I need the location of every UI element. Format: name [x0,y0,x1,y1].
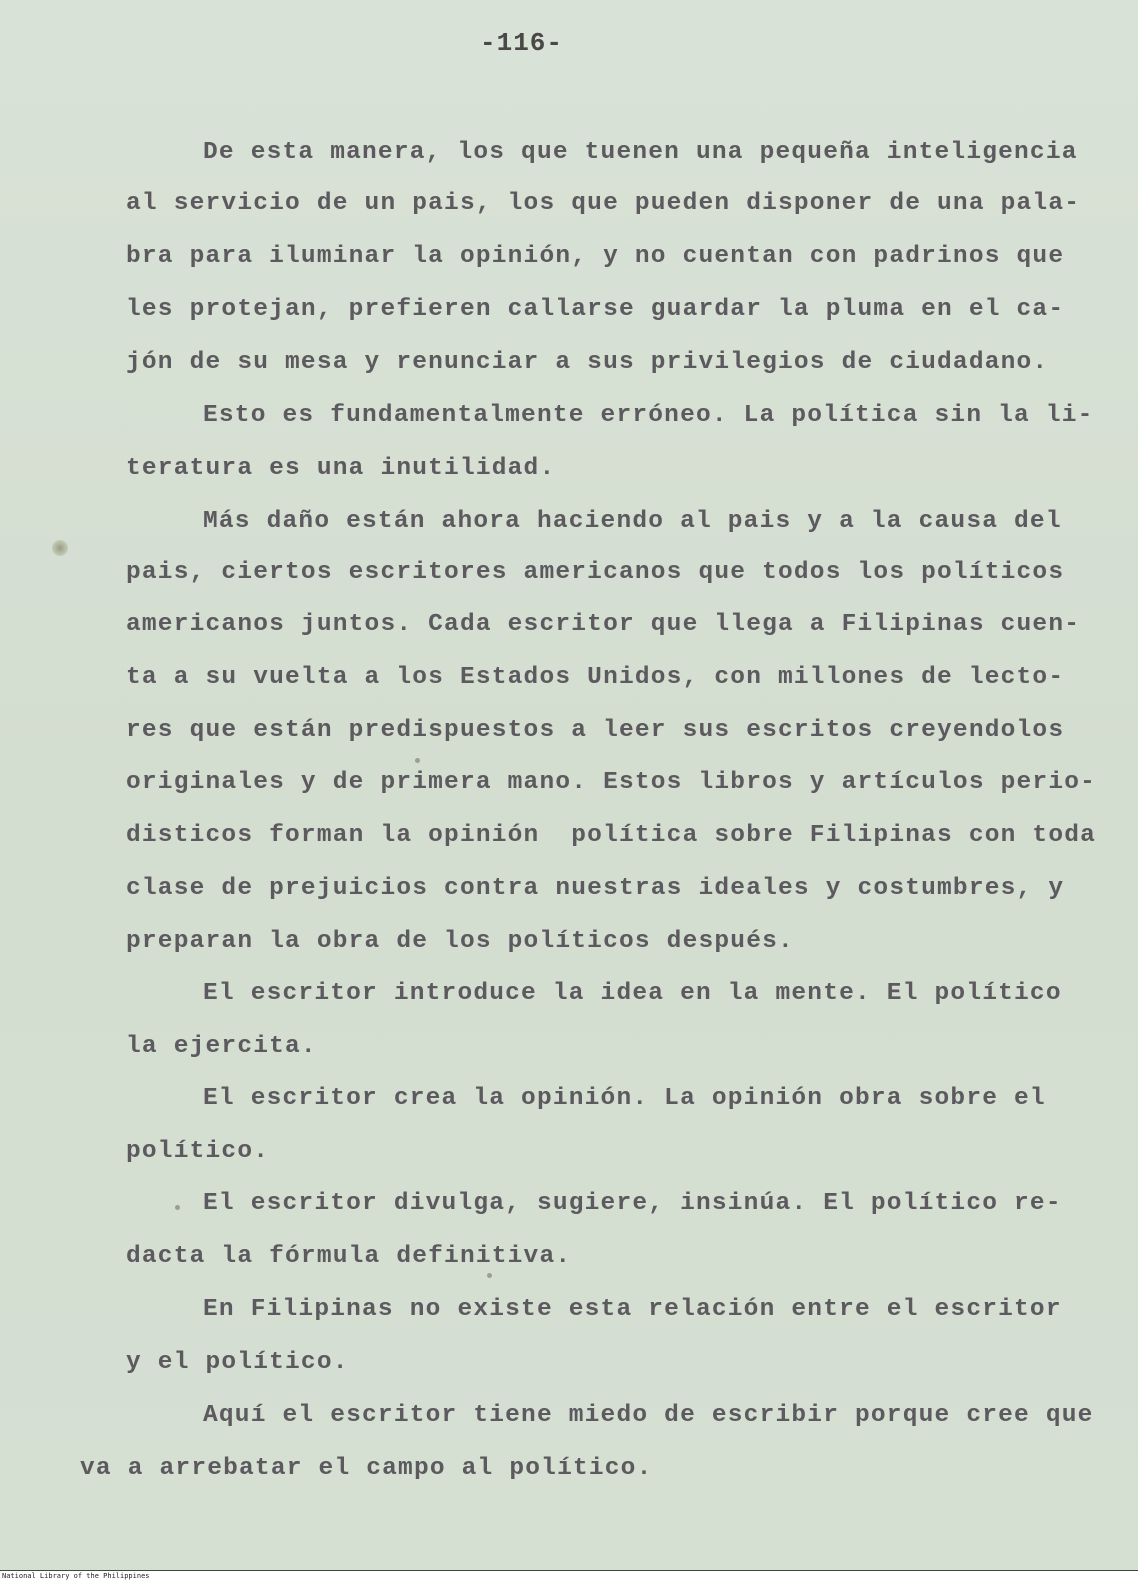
text-line: teratura es una inutilidad. [126,455,556,482]
text-line: preparan la obra de los políticos después. [126,928,794,955]
text-line: la ejercita. [126,1033,317,1060]
text-line: El escritor introduce la idea en la mente. El político [203,980,1062,1007]
text-line: En Filipinas no existe esta relación entre el escritor [203,1296,1062,1323]
text-line: americanos juntos. Cada escritor que llega a Filipinas cuen- [126,611,1081,638]
text-line: les protejan, prefieren callarse guardar la pluma en el ca- [126,296,1065,323]
footer-credit: National Library of the Philippines [2,1572,150,1580]
paper-speck [175,1205,180,1210]
text-line: De esta manera, los que tuenen una pequeña inteligencia [203,139,1078,166]
text-line: disticos forman la opinión política sobre Filipinas con toda [126,822,1097,849]
text-line: jón de su mesa y renunciar a sus privilegios de ciudadano. [126,349,1049,376]
text-line: va a arrebatar el campo al político. [80,1455,653,1482]
text-line: al servicio de un pais, los que pueden disponer de una pala- [126,190,1081,217]
text-line: bra para iluminar la opinión, y no cuentan con padrinos que [126,243,1065,270]
paper-speck [415,758,420,763]
paper-stain [52,540,68,556]
text-line: pais, ciertos escritores americanos que todos los políticos [126,559,1065,586]
text-line: Más daño están ahora haciendo al pais y a la causa del [203,508,1062,535]
text-line: clase de prejuicios contra nuestras ideales y costumbres, y [126,875,1065,902]
text-line: originales y de primera mano. Estos libros y artículos perio- [126,769,1097,796]
page-number: -116- [480,28,564,58]
text-line: El escritor divulga, sugiere, insinúa. El político re- [203,1190,1062,1217]
text-line: ta a su vuelta a los Estados Unidos, con millones de lecto- [126,664,1065,691]
text-line: res que están predispuestos a leer sus escritos creyendolos [126,717,1065,744]
text-line: y el político. [126,1349,349,1376]
text-line: Aquí el escritor tiene miedo de escribir porque cree que [203,1402,1094,1429]
text-line: político. [126,1138,270,1165]
text-line: Esto es fundamentalmente erróneo. La política sin la li- [203,402,1094,429]
text-line: dacta la fórmula definitiva. [126,1243,572,1270]
footer-bar [0,1570,1138,1584]
paper-speck [487,1273,492,1278]
text-line: El escritor crea la opinión. La opinión obra sobre el [203,1085,1046,1112]
